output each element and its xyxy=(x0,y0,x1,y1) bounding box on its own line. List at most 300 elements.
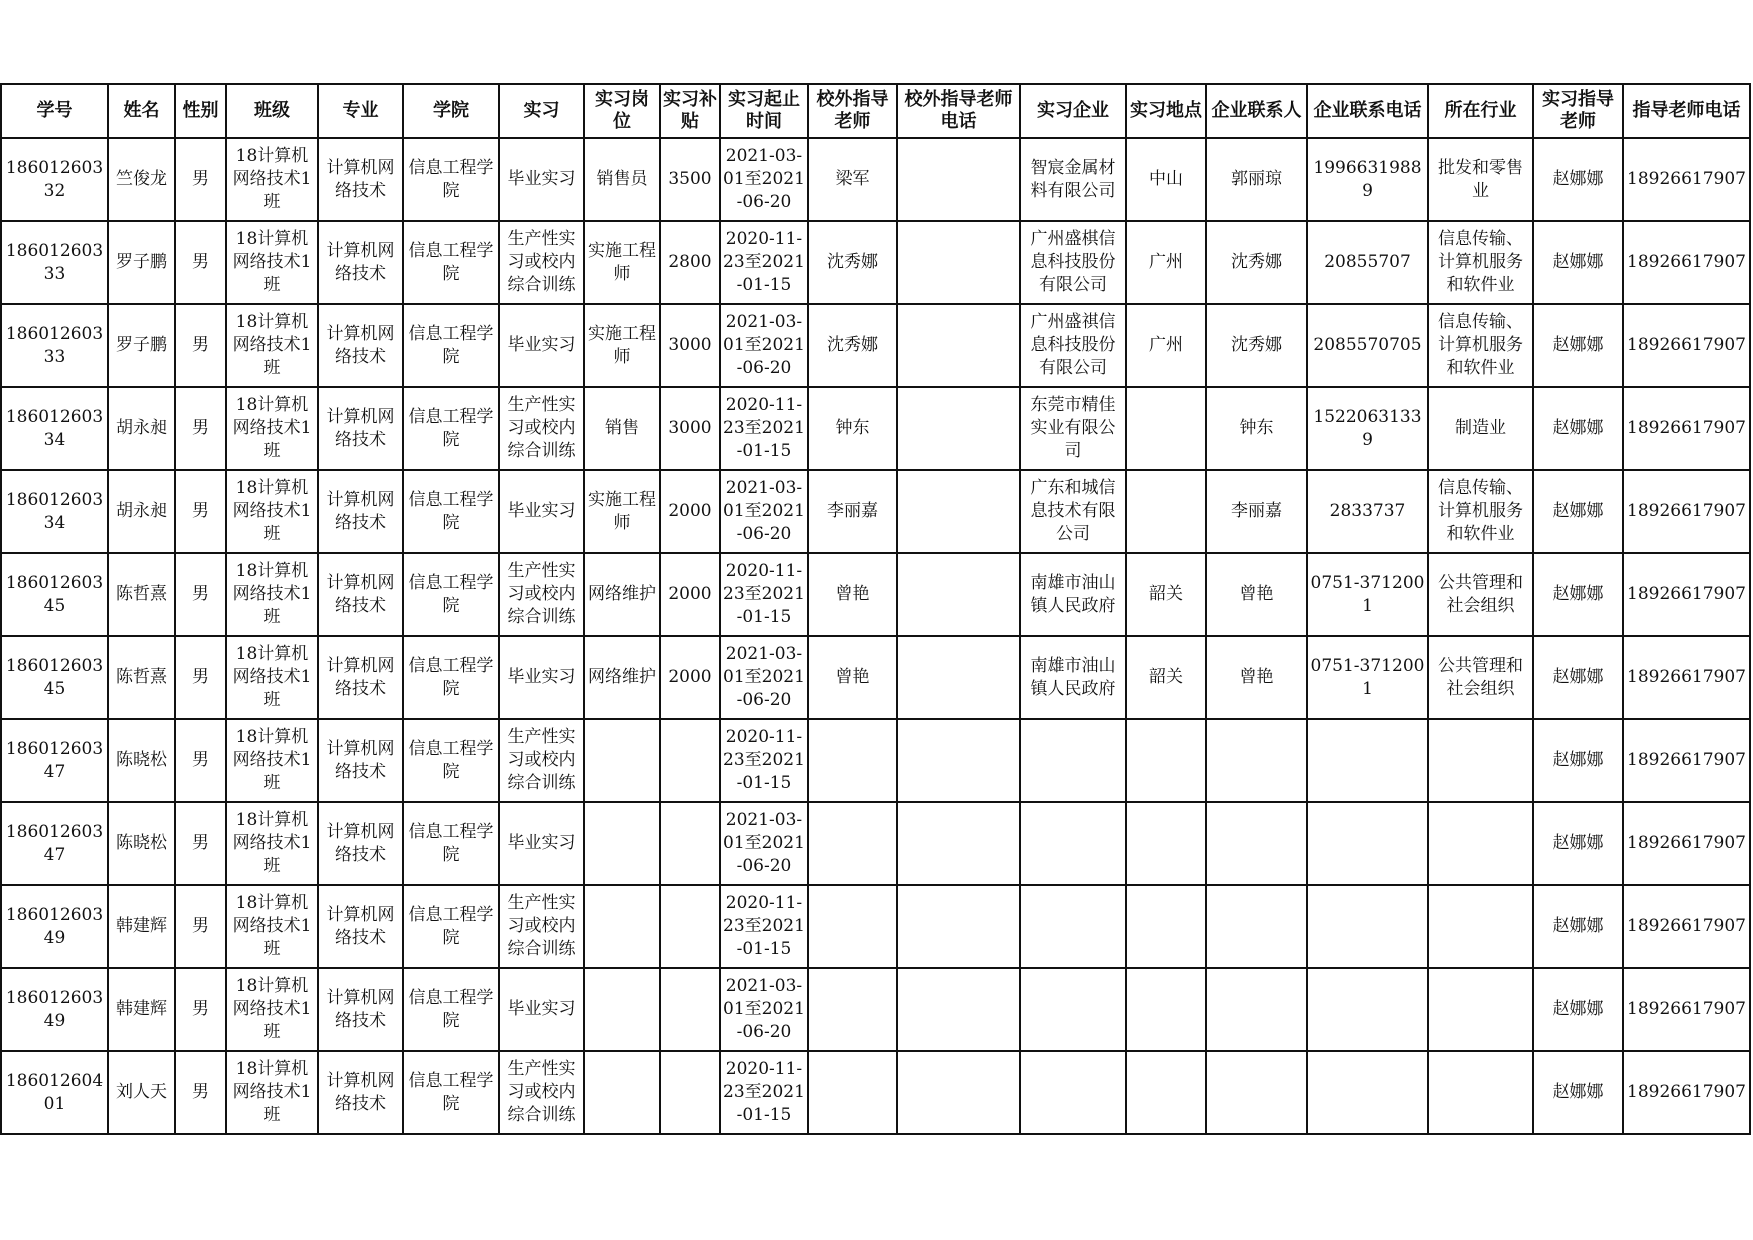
cell-internship xyxy=(499,553,584,636)
cell-text: 计算机网络技术 xyxy=(326,157,395,201)
cell-company-phone xyxy=(1307,304,1428,387)
cell-subsidy xyxy=(660,138,720,221)
cell-external-advisor xyxy=(808,885,897,968)
cell-text: 信息工程学院 xyxy=(408,1070,494,1114)
cell-class xyxy=(226,138,318,221)
table-row xyxy=(1,470,1750,553)
cell-external-advisor xyxy=(808,968,897,1051)
cell-external-advisor-phone xyxy=(897,802,1020,885)
cell-external-advisor xyxy=(808,387,897,470)
cell-text: 18601260347 xyxy=(5,738,104,782)
cell-text: 2000 xyxy=(668,667,712,687)
header-period: 实习起止时间 xyxy=(720,84,808,138)
cell-internship xyxy=(499,968,584,1051)
cell-major xyxy=(318,470,403,553)
cell-text: 20855707 xyxy=(1324,252,1411,272)
cell-advisor-phone xyxy=(1623,885,1750,968)
header-college: 学院 xyxy=(403,84,499,138)
cell-text: 实施工程师 xyxy=(588,323,656,367)
cell-industry xyxy=(1428,553,1533,636)
cell-company-phone xyxy=(1307,885,1428,968)
cell-text: 生产性实习或校内综合训练 xyxy=(507,727,576,793)
cell-company-phone xyxy=(1307,470,1428,553)
header-position: 实习岗位 xyxy=(584,84,660,138)
cell-text: 男 xyxy=(192,335,209,355)
cell-text: 计算机网络技术 xyxy=(326,821,395,865)
cell-text: 2021-03-01至2021-06-20 xyxy=(723,312,805,378)
cell-text: 2020-11-23至2021-01-15 xyxy=(723,727,805,793)
cell-text: 2085570705 xyxy=(1313,335,1422,355)
cell-text: 计算机网络技术 xyxy=(326,904,395,948)
cell-text: 毕业实习 xyxy=(507,335,576,355)
cell-period xyxy=(720,553,808,636)
cell-text: 赵娜娜 xyxy=(1552,501,1604,521)
cell-class xyxy=(226,636,318,719)
cell-text: 公共管理和社会组织 xyxy=(1438,572,1523,616)
cell-company-contact xyxy=(1206,1051,1307,1134)
table-row xyxy=(1,304,1750,387)
cell-gender xyxy=(175,1051,226,1134)
cell-student-id xyxy=(1,138,108,221)
cell-period xyxy=(720,470,808,553)
cell-text: 18601260345 xyxy=(5,572,104,616)
cell-advisor-phone xyxy=(1623,387,1750,470)
cell-subsidy xyxy=(660,719,720,802)
cell-period xyxy=(720,719,808,802)
cell-position xyxy=(584,636,660,719)
cell-location xyxy=(1126,885,1206,968)
header-advisor-phone: 指导老师电话 xyxy=(1623,84,1750,138)
cell-advisor xyxy=(1533,719,1623,802)
cell-college xyxy=(403,221,499,304)
cell-major xyxy=(318,802,403,885)
cell-external-advisor-phone xyxy=(897,636,1020,719)
cell-advisor-phone xyxy=(1623,553,1750,636)
cell-position xyxy=(584,304,660,387)
cell-advisor xyxy=(1533,636,1623,719)
cell-position xyxy=(584,885,660,968)
cell-college xyxy=(403,802,499,885)
cell-industry xyxy=(1428,802,1533,885)
header-subsidy: 实习补贴 xyxy=(660,84,720,138)
cell-company-contact xyxy=(1206,885,1307,968)
cell-text: 批发和零售业 xyxy=(1438,157,1523,201)
cell-name xyxy=(108,387,175,470)
header-company-contact: 企业联系人 xyxy=(1206,84,1307,138)
cell-period xyxy=(720,636,808,719)
cell-class xyxy=(226,470,318,553)
cell-text: 2800 xyxy=(668,252,712,272)
cell-text: 18计算机网络技术1班 xyxy=(232,146,312,212)
cell-major xyxy=(318,221,403,304)
cell-text: 2020-11-23至2021-01-15 xyxy=(723,1059,805,1125)
cell-text: 曾艳 xyxy=(1239,667,1274,687)
cell-advisor-phone xyxy=(1623,636,1750,719)
cell-text: 18926617907 xyxy=(1627,252,1746,272)
cell-text: 信息工程学院 xyxy=(408,655,494,699)
cell-text: 信息工程学院 xyxy=(408,821,494,865)
cell-industry xyxy=(1428,304,1533,387)
cell-text: 广州盛棋信息科技股份有限公司 xyxy=(1030,229,1116,295)
cell-text: 18601260332 xyxy=(5,157,104,201)
cell-text: 计算机网络技术 xyxy=(326,1070,395,1114)
cell-text: 男 xyxy=(192,584,209,604)
cell-text: 韩建辉 xyxy=(116,999,167,1019)
cell-gender xyxy=(175,968,226,1051)
cell-college xyxy=(403,719,499,802)
cell-text: 广州 xyxy=(1149,335,1183,355)
cell-text: 18计算机网络技术1班 xyxy=(232,312,312,378)
cell-text: 韶关 xyxy=(1149,584,1183,604)
cell-external-advisor xyxy=(808,719,897,802)
cell-text: 网络维护 xyxy=(588,584,656,604)
cell-industry xyxy=(1428,1051,1533,1134)
cell-text: 18计算机网络技术1班 xyxy=(232,229,312,295)
header-major: 专业 xyxy=(318,84,403,138)
cell-gender xyxy=(175,885,226,968)
cell-external-advisor xyxy=(808,470,897,553)
cell-text: 毕业实习 xyxy=(507,667,576,687)
cell-text: 胡永昶 xyxy=(116,418,167,438)
cell-student-id xyxy=(1,636,108,719)
header-student-id: 学号 xyxy=(1,84,108,138)
cell-text: 陈哲熹 xyxy=(116,584,167,604)
cell-college xyxy=(403,304,499,387)
cell-location xyxy=(1126,553,1206,636)
cell-text: 2020-11-23至2021-01-15 xyxy=(723,229,805,295)
cell-internship xyxy=(499,304,584,387)
cell-company-contact xyxy=(1206,553,1307,636)
cell-company xyxy=(1020,221,1126,304)
cell-name xyxy=(108,553,175,636)
cell-class xyxy=(226,802,318,885)
cell-text: 销售员 xyxy=(596,169,648,189)
cell-text: 18601260334 xyxy=(5,489,104,533)
cell-major xyxy=(318,885,403,968)
cell-company-contact xyxy=(1206,304,1307,387)
cell-company-phone xyxy=(1307,1051,1428,1134)
cell-gender xyxy=(175,470,226,553)
cell-advisor-phone xyxy=(1623,1051,1750,1134)
cell-text: 2021-03-01至2021-06-20 xyxy=(723,644,805,710)
cell-text: 2000 xyxy=(668,584,712,604)
cell-gender xyxy=(175,719,226,802)
cell-advisor-phone xyxy=(1623,802,1750,885)
cell-location xyxy=(1126,221,1206,304)
cell-text: 生产性实习或校内综合训练 xyxy=(507,395,576,461)
cell-major xyxy=(318,636,403,719)
cell-text: 18计算机网络技术1班 xyxy=(232,1059,312,1125)
cell-text: 18计算机网络技术1班 xyxy=(232,727,312,793)
cell-company-phone xyxy=(1307,802,1428,885)
cell-advisor xyxy=(1533,304,1623,387)
cell-location xyxy=(1126,470,1206,553)
cell-text: 18计算机网络技术1班 xyxy=(232,976,312,1042)
cell-text: 2020-11-23至2021-01-15 xyxy=(723,893,805,959)
cell-text: 赵娜娜 xyxy=(1552,667,1604,687)
cell-text: 18计算机网络技术1班 xyxy=(232,810,312,876)
cell-company-contact xyxy=(1206,221,1307,304)
cell-external-advisor-phone xyxy=(897,719,1020,802)
cell-text: 3000 xyxy=(668,335,712,355)
cell-company xyxy=(1020,553,1126,636)
cell-text: 沈秀娜 xyxy=(1231,335,1282,355)
table-row xyxy=(1,802,1750,885)
cell-position xyxy=(584,553,660,636)
cell-text: 公共管理和社会组织 xyxy=(1438,655,1523,699)
cell-name xyxy=(108,719,175,802)
cell-period xyxy=(720,885,808,968)
cell-text: 信息工程学院 xyxy=(408,240,494,284)
cell-student-id xyxy=(1,885,108,968)
cell-text: 胡永昶 xyxy=(116,501,167,521)
cell-industry xyxy=(1428,387,1533,470)
cell-major xyxy=(318,719,403,802)
cell-text: 网络维护 xyxy=(588,667,656,687)
cell-external-advisor xyxy=(808,1051,897,1134)
cell-internship xyxy=(499,387,584,470)
cell-name xyxy=(108,138,175,221)
header-name: 姓名 xyxy=(108,84,175,138)
cell-text: 生产性实习或校内综合训练 xyxy=(507,893,576,959)
cell-text: 信息工程学院 xyxy=(408,323,494,367)
cell-external-advisor-phone xyxy=(897,1051,1020,1134)
cell-advisor-phone xyxy=(1623,968,1750,1051)
cell-gender xyxy=(175,138,226,221)
cell-location xyxy=(1126,636,1206,719)
cell-text: 李丽嘉 xyxy=(1231,501,1282,521)
cell-text: 赵娜娜 xyxy=(1552,418,1604,438)
cell-gender xyxy=(175,636,226,719)
cell-text: 18926617907 xyxy=(1627,667,1746,687)
cell-text: 男 xyxy=(192,1082,209,1102)
cell-internship xyxy=(499,636,584,719)
table-row xyxy=(1,885,1750,968)
cell-text: 信息传输、计算机服务和软件业 xyxy=(1438,312,1523,378)
cell-advisor xyxy=(1533,138,1623,221)
cell-gender xyxy=(175,304,226,387)
table-row xyxy=(1,553,1750,636)
cell-company-contact xyxy=(1206,138,1307,221)
cell-text: 沈秀娜 xyxy=(827,335,878,355)
cell-text: 南雄市油山镇人民政府 xyxy=(1030,572,1116,616)
cell-external-advisor xyxy=(808,553,897,636)
cell-period xyxy=(720,138,808,221)
cell-company-phone xyxy=(1307,221,1428,304)
cell-advisor xyxy=(1533,553,1623,636)
cell-external-advisor xyxy=(808,304,897,387)
cell-external-advisor xyxy=(808,138,897,221)
cell-text: 毕业实习 xyxy=(507,501,576,521)
cell-position xyxy=(584,719,660,802)
cell-text: 曾艳 xyxy=(835,584,870,604)
cell-class xyxy=(226,387,318,470)
cell-major xyxy=(318,1051,403,1134)
cell-student-id xyxy=(1,553,108,636)
cell-subsidy xyxy=(660,470,720,553)
cell-subsidy xyxy=(660,304,720,387)
cell-text: 18601260347 xyxy=(5,821,104,865)
cell-text: 18926617907 xyxy=(1627,335,1746,355)
cell-text: 赵娜娜 xyxy=(1552,252,1604,272)
cell-company-contact xyxy=(1206,968,1307,1051)
cell-subsidy xyxy=(660,553,720,636)
cell-text: 计算机网络技术 xyxy=(326,987,395,1031)
cell-major xyxy=(318,968,403,1051)
cell-external-advisor-phone xyxy=(897,553,1020,636)
cell-student-id xyxy=(1,304,108,387)
cell-text: 计算机网络技术 xyxy=(326,406,395,450)
cell-company-contact xyxy=(1206,636,1307,719)
cell-location xyxy=(1126,802,1206,885)
cell-college xyxy=(403,1051,499,1134)
cell-name xyxy=(108,802,175,885)
cell-external-advisor-phone xyxy=(897,387,1020,470)
header-external-advisor-phone: 校外指导老师电话 xyxy=(897,84,1020,138)
cell-student-id xyxy=(1,802,108,885)
cell-text: 沈秀娜 xyxy=(827,252,878,272)
cell-text: 信息传输、计算机服务和软件业 xyxy=(1438,478,1523,544)
cell-text: 信息工程学院 xyxy=(408,489,494,533)
cell-company-phone xyxy=(1307,719,1428,802)
cell-position xyxy=(584,387,660,470)
cell-text: 男 xyxy=(192,252,209,272)
cell-text: 计算机网络技术 xyxy=(326,489,395,533)
cell-text: 男 xyxy=(192,750,209,770)
cell-internship xyxy=(499,221,584,304)
cell-period xyxy=(720,221,808,304)
cell-text: 18计算机网络技术1班 xyxy=(232,478,312,544)
cell-text: 赵娜娜 xyxy=(1552,999,1604,1019)
cell-company-phone xyxy=(1307,636,1428,719)
cell-text: 0751-3712001 xyxy=(1310,655,1425,699)
cell-company-contact xyxy=(1206,802,1307,885)
cell-text: 18601260333 xyxy=(5,323,104,367)
cell-gender xyxy=(175,387,226,470)
table-row xyxy=(1,221,1750,304)
internship-table xyxy=(0,83,1751,1135)
cell-location xyxy=(1126,1051,1206,1134)
cell-text: 信息工程学院 xyxy=(408,987,494,1031)
cell-subsidy xyxy=(660,1051,720,1134)
cell-external-advisor-phone xyxy=(897,304,1020,387)
cell-gender xyxy=(175,221,226,304)
cell-text: 广东和城信息技术有限公司 xyxy=(1030,478,1116,544)
cell-position xyxy=(584,802,660,885)
cell-text: 毕业实习 xyxy=(507,169,576,189)
cell-name xyxy=(108,636,175,719)
cell-major xyxy=(318,138,403,221)
cell-internship xyxy=(499,719,584,802)
cell-text: 2020-11-23至2021-01-15 xyxy=(723,395,805,461)
cell-text: 陈晓松 xyxy=(116,833,167,853)
cell-text: 男 xyxy=(192,418,209,438)
cell-industry xyxy=(1428,968,1533,1051)
cell-text: 生产性实习或校内综合训练 xyxy=(507,1059,576,1125)
cell-text: 18601260401 xyxy=(5,1070,104,1114)
cell-text: 18926617907 xyxy=(1627,916,1746,936)
cell-student-id xyxy=(1,221,108,304)
cell-text: 赵娜娜 xyxy=(1552,1082,1604,1102)
cell-external-advisor xyxy=(808,636,897,719)
cell-text: 中山 xyxy=(1149,169,1183,189)
cell-text: 竺俊龙 xyxy=(116,169,167,189)
cell-text: 郭丽琼 xyxy=(1231,169,1282,189)
cell-company xyxy=(1020,470,1126,553)
cell-text: 18926617907 xyxy=(1627,750,1746,770)
cell-advisor-phone xyxy=(1623,221,1750,304)
cell-position xyxy=(584,1051,660,1134)
cell-college xyxy=(403,470,499,553)
cell-text: 18601260334 xyxy=(5,406,104,450)
cell-internship xyxy=(499,470,584,553)
cell-external-advisor xyxy=(808,802,897,885)
cell-text: 2021-03-01至2021-06-20 xyxy=(723,146,805,212)
cell-text: 曾艳 xyxy=(1239,584,1274,604)
cell-text: 15220631339 xyxy=(1313,406,1422,450)
cell-text: 2021-03-01至2021-06-20 xyxy=(723,478,805,544)
cell-text: 赵娜娜 xyxy=(1552,916,1604,936)
cell-text: 2833737 xyxy=(1329,501,1406,521)
cell-gender xyxy=(175,802,226,885)
cell-text: 男 xyxy=(192,833,209,853)
cell-text: 2020-11-23至2021-01-15 xyxy=(723,561,805,627)
cell-internship xyxy=(499,802,584,885)
cell-college xyxy=(403,138,499,221)
cell-name xyxy=(108,885,175,968)
cell-text: 18601260333 xyxy=(5,240,104,284)
cell-location xyxy=(1126,968,1206,1051)
cell-class xyxy=(226,553,318,636)
cell-industry xyxy=(1428,221,1533,304)
cell-company-contact xyxy=(1206,387,1307,470)
cell-text: 陈晓松 xyxy=(116,750,167,770)
cell-major xyxy=(318,304,403,387)
cell-period xyxy=(720,304,808,387)
cell-class xyxy=(226,1051,318,1134)
cell-class xyxy=(226,719,318,802)
cell-text: 18601260345 xyxy=(5,655,104,699)
cell-name xyxy=(108,304,175,387)
cell-text: 赵娜娜 xyxy=(1552,169,1604,189)
cell-advisor-phone xyxy=(1623,470,1750,553)
cell-external-advisor-phone xyxy=(897,968,1020,1051)
cell-advisor xyxy=(1533,802,1623,885)
cell-subsidy xyxy=(660,636,720,719)
header-gender: 性别 xyxy=(175,84,226,138)
cell-text: 沈秀娜 xyxy=(1231,252,1282,272)
cell-text: 毕业实习 xyxy=(507,833,576,853)
table-row xyxy=(1,968,1750,1051)
cell-text: 曾艳 xyxy=(835,667,870,687)
cell-text: 计算机网络技术 xyxy=(326,655,395,699)
cell-text: 信息工程学院 xyxy=(408,406,494,450)
cell-location xyxy=(1126,138,1206,221)
cell-text: 生产性实习或校内综合训练 xyxy=(507,561,576,627)
cell-text: 毕业实习 xyxy=(507,999,576,1019)
cell-location xyxy=(1126,719,1206,802)
cell-company-phone xyxy=(1307,138,1428,221)
cell-major xyxy=(318,553,403,636)
cell-text: 信息工程学院 xyxy=(408,904,494,948)
cell-company-phone xyxy=(1307,387,1428,470)
cell-text: 男 xyxy=(192,999,209,1019)
cell-student-id xyxy=(1,719,108,802)
cell-text: 18601260349 xyxy=(5,904,104,948)
cell-student-id xyxy=(1,1051,108,1134)
cell-text: 2021-03-01至2021-06-20 xyxy=(723,810,805,876)
header-company: 实习企业 xyxy=(1020,84,1126,138)
